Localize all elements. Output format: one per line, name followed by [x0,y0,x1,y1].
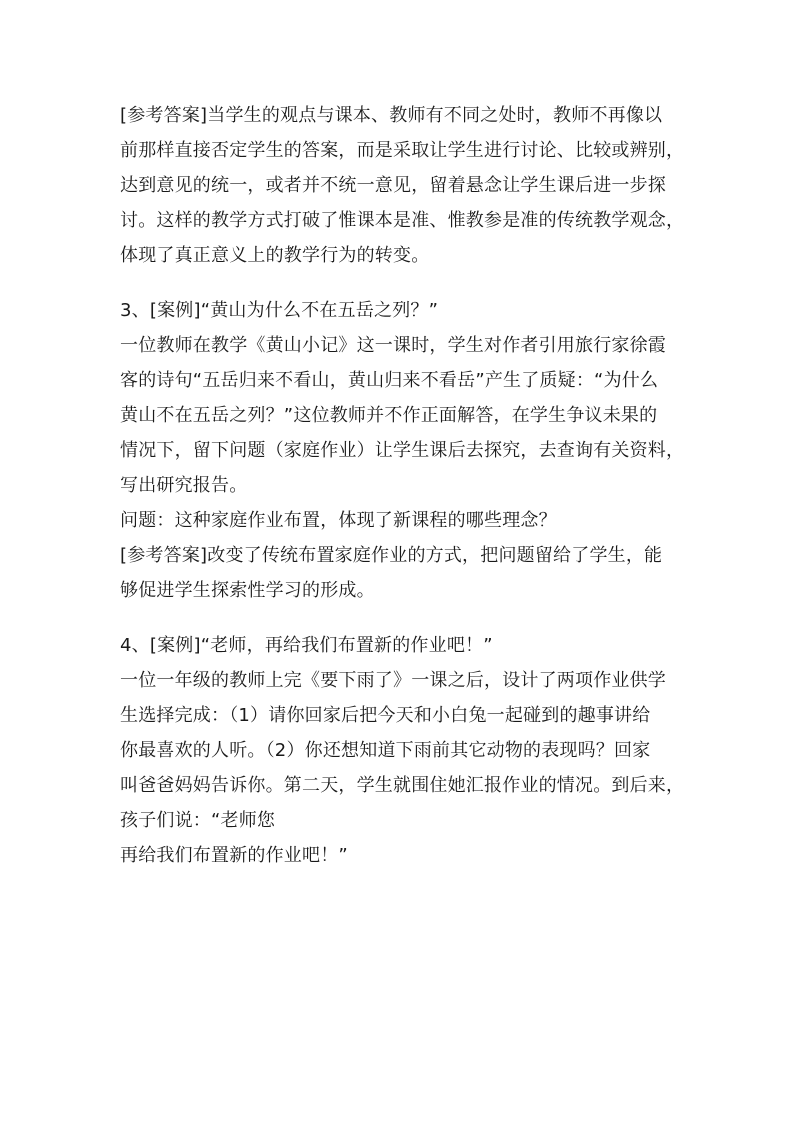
answer-paragraph-1 [120,98,685,273]
text-line: 生选择完成：（1）请你回家后把今天和小白兔一起碰到的趣事讲给 [120,705,651,726]
text-line: 讨。这样的教学方式打破了惟课本是准、惟教参是准的传统教学观念， [120,210,685,231]
text-line: 叫爸爸妈妈告诉你。第二天，学生就围住她汇报作业的情况。到后来， [120,775,685,796]
section-heading: 3、[案例]“黄山为什么不在五岳之列？” [120,300,439,321]
text-line: 黄山不在五岳之列？”这位教师并不作正面解答，在学生争议未果的 [120,405,658,426]
text-line: 写出研究报告。 [120,475,248,496]
section-heading: 4、[案例]“老师，再给我们布置新的作业吧！” [120,635,493,656]
document-body [120,98,685,873]
case-section-4 [120,628,685,873]
text-line: 体现了真正意义上的教学行为的转变。 [120,245,430,266]
answer-line: [参考答案]改变了传统布置家庭作业的方式，把问题留给了学生，能 [120,545,663,566]
text-line: 情况下，留下问题（家庭作业）让学生课后去探究，去查询有关资料， [120,440,685,461]
text-line: 一位教师在教学《黄山小记》这一课时，学生对作者引用旅行家徐霞 [120,335,666,356]
text-line: 前那样直接否定学生的答案，而是采取让学生进行讨论、比较或辨别， [120,140,685,161]
text-line: 一位一年级的教师上完《要下雨了》一课之后，设计了两项作业供学 [120,670,666,691]
text-line: 客的诗句“五岳归来不看山，黄山归来不看岳”产生了质疑：“为什么 [120,370,659,391]
question-line: 问题：这种家庭作业布置，体现了新课程的哪些理念？ [120,510,557,531]
section-spacer [120,608,680,628]
text-line: 孩子们说：“老师您 [120,810,276,831]
text-line: 达到意见的统一，或者并不统一意见，留着悬念让学生课后进一步探 [120,175,666,196]
section-spacer [120,273,680,293]
text-line: 够促进学生探索性学习的形成。 [120,580,375,601]
text-line: [参考答案]当学生的观点与课本、教师有不同之处时，教师不再像以 [120,105,663,126]
text-line: 再给我们布置新的作业吧！” [120,845,348,866]
text-line: 你最喜欢的人听。（2）你还想知道下雨前其它动物的表现吗？回家 [120,740,651,761]
case-section-3 [120,293,685,608]
